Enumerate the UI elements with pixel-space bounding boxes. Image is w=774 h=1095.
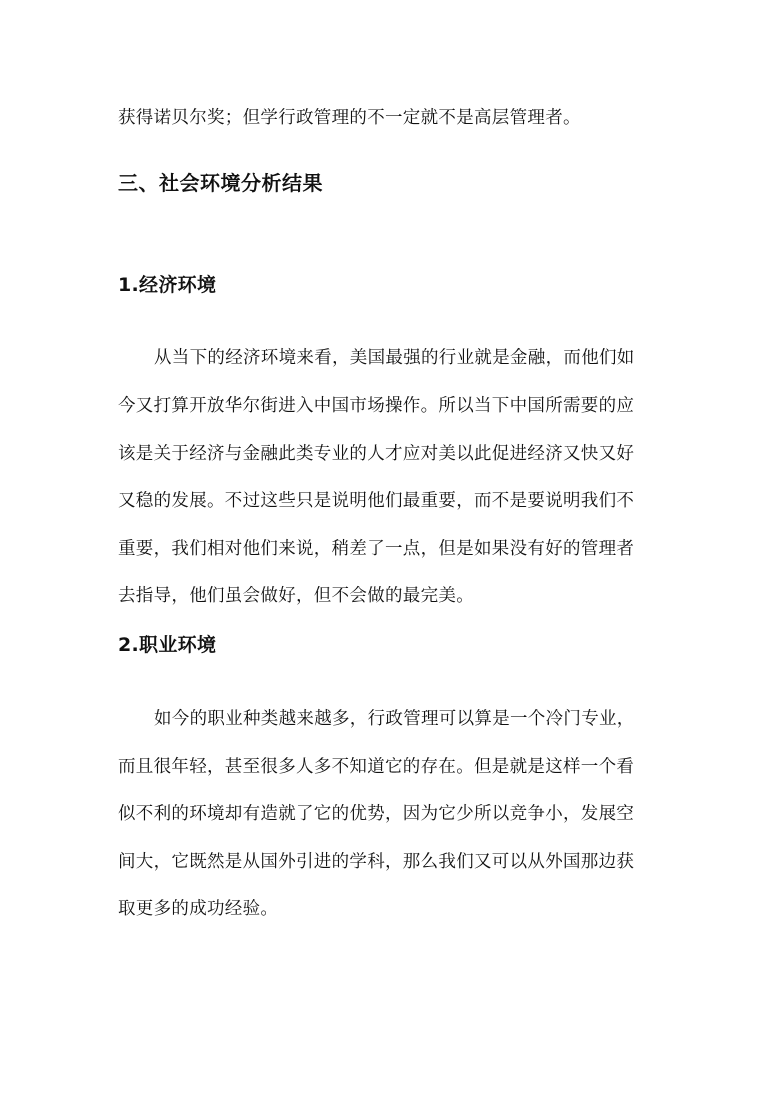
paragraph-line: 从当下的经济环境来看，美国最强的行业就是金融，而他们如 — [154, 348, 635, 368]
section-heading: 三、社会环境分析结果 — [118, 171, 323, 195]
paragraph-line: 取更多的成功经验。 — [118, 899, 279, 919]
paragraph-line: 又稳的发展。不过这些只是说明他们最重要，而不是要说明我们不 — [118, 491, 635, 511]
paragraph-line: 似不利的环境却有造就了它的优势，因为它少所以竞争小，发展空 — [118, 804, 635, 824]
paragraph-line: 如今的职业种类越来越多，行政管理可以算是一个冷门专业， — [154, 709, 635, 729]
paragraph-line: 该是关于经济与金融此类专业的人才应对美以此促进经济又快又好 — [118, 444, 635, 464]
subsection-heading-career: 2.职业环境 — [118, 634, 217, 656]
subsection-heading-economy: 1.经济环境 — [118, 274, 217, 296]
paragraph-line: 重要，我们相对他们来说，稍差了一点，但是如果没有好的管理者 — [118, 539, 635, 559]
paragraph-line: 今又打算开放华尔街进入中国市场操作。所以当下中国所需要的应 — [118, 396, 635, 416]
paragraph-line: 间大，它既然是从国外引进的学科，那么我们又可以从外国那边获 — [118, 852, 635, 872]
paragraph-line: 去指导，他们虽会做好，但不会做的最完美。 — [118, 586, 474, 606]
paragraph-line: 而且很年轻，甚至很多人多不知道它的存在。但是就是这样一个看 — [118, 757, 635, 777]
intro-text-line: 获得诺贝尔奖；但学行政管理的不一定就不是高层管理者。 — [118, 108, 581, 128]
